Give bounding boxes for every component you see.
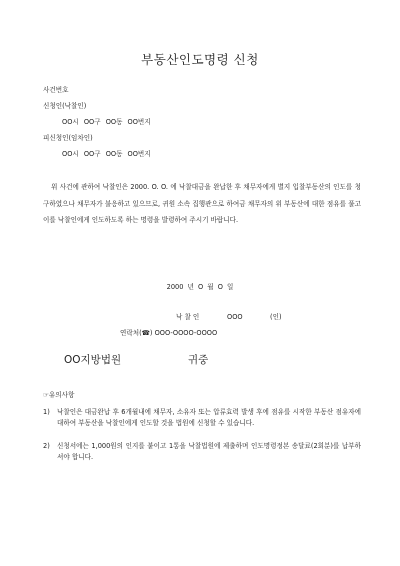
filing-date: 2000 년 O 월 O 일 <box>166 283 234 291</box>
document-title: 부동산인도명령 신청 <box>141 52 259 67</box>
signer-label: 낙 찰 인 <box>176 313 200 321</box>
body-text: 위 사건에 관하여 낙찰인은 2000. O. O. 에 낙찰대금을 완납한 후 채무자에게 별지 입찰부동산의 인도를 청구하였으나 채무자가 불응하고 있으므로, 귀원 소속 집행관으로 하여금 채무자의 위 부동산에 대한 점유를 풀고 이를 낙찰인에게 인도하도록 하는 명령을 발령하여 주시기 바랍니다. <box>43 183 361 225</box>
signer-name: OOO <box>227 313 243 321</box>
applicant-label: 신청인(낙찰인) <box>43 102 87 110</box>
contact-info: 연락처(☎) OOO-OOOO-OOOO <box>120 329 218 337</box>
body-paragraph <box>43 179 361 229</box>
notes-title: ☞유의사항 <box>43 391 75 399</box>
respondent-address: OO시 OO구 OO동 OO번지 <box>62 150 151 158</box>
note-text: 신청서에는 1,000원의 인지를 붙이고 1통을 낙찰법원에 제출하며 인도명령정본 송달료(2회분)를 납부하셔야 합니다. <box>57 442 361 462</box>
salutation: 귀중 <box>188 354 209 366</box>
court-name: OO지방법원 <box>64 354 122 366</box>
respondent-label: 피신청인(임차인) <box>43 134 93 142</box>
note-number: 1) <box>43 408 50 416</box>
note-number: 2) <box>43 442 50 450</box>
seal-mark: (인) <box>270 313 282 321</box>
applicant-address: OO시 OO구 OO동 OO번지 <box>62 118 151 126</box>
note-text: 낙찰인은 대금완납 후 6개월내에 채무자, 소유자 또는 압류효력 발생 후에 점유를 시작한 부동산 점유자에 대하여 부동산을 낙찰인에게 인도할 것을 법원에 신청할 수 있습니다. <box>57 408 361 428</box>
case-number-label: 사건번호 <box>43 86 69 94</box>
